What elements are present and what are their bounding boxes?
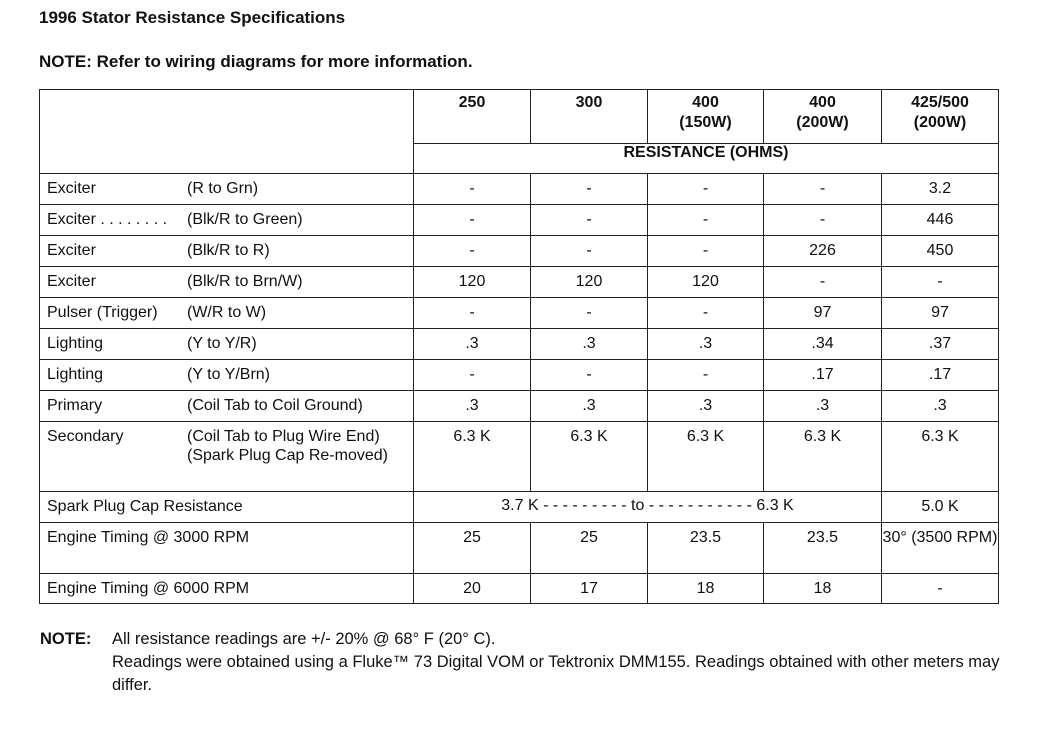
row-label: Spark Plug Cap Resistance [40,492,414,523]
table-cell: - [414,205,531,236]
table-cell: 226 [764,236,882,267]
row-label [40,422,414,492]
table-cell: 97 [764,298,882,329]
table-cell: - [414,360,531,391]
table-cell: 450 [882,236,999,267]
table-cell: 446 [882,205,999,236]
table-cell: 25 [414,523,531,574]
table-cell: - [648,298,764,329]
row-label: Engine Timing @ 6000 RPM [40,574,414,604]
column-header: 250 [414,90,531,144]
table-cell: - [648,360,764,391]
row-label [40,298,414,329]
component-name: Exciter [47,242,96,259]
row-label [40,236,414,267]
table-cell: .17 [882,360,999,391]
table-cell: .3 [764,391,882,422]
note-line: All resistance readings are +/- 20% @ 68° F (20° C). [112,630,496,648]
table-cell: - [531,174,648,205]
table-cell: .3 [648,391,764,422]
component-name: Lighting [47,335,104,352]
component-name: Exciter . . . . . . . . [47,211,168,228]
row-label [40,391,414,422]
table-cell: .34 [764,329,882,360]
note-line: Readings were obtained using a Fluke™ 73 Digital VOM or Tektronix DMM155. Readings obtained with other meters may differ. [112,653,1000,694]
table-cell: 18 [648,574,764,604]
table-cell: 6.3 K [648,422,764,492]
test-condition: (Y to Y/Brn) [187,366,270,383]
timing-row [40,574,999,604]
component-name: Lighting [47,366,104,383]
table-cell: 3.2 [882,174,999,205]
wiring-note: NOTE: Refer to wiring diagrams for more information. [39,52,473,71]
table-cell: 6.3 K [531,422,648,492]
table-cell: 17 [531,574,648,604]
table-cell: - [531,236,648,267]
test-condition: (Y to Y/R) [187,335,257,352]
table-cell: - [648,205,764,236]
table-cell: - [648,174,764,205]
table-cell: 23.5 [764,523,882,574]
table-row [40,391,999,422]
table-cell: 5.0 K [882,492,999,523]
row-label [40,329,414,360]
test-condition: (Blk/R to Brn/W) [187,273,303,290]
table-row [40,298,999,329]
table-cell: .3 [414,391,531,422]
table-cell: - [414,236,531,267]
column-header: 400 (150W) [648,90,764,144]
table-cell: 30° (3500 RPM) [882,523,999,574]
test-condition: (Coil Tab to Coil Ground) [187,397,363,414]
header-blank-cell [40,90,414,174]
component-name: Primary [47,397,103,414]
table-cell: .37 [882,329,999,360]
row-label [40,267,414,298]
row-label [40,360,414,391]
column-header: 425/500 (200W) [882,90,999,144]
table-cell: 6.3 K [882,422,999,492]
table-cell: 20 [414,574,531,604]
timing-row [40,523,999,574]
table-row [40,267,999,298]
note-label: NOTE: [40,630,92,648]
test-condition: (Coil Tab to Plug Wire End) (Spark Plug Cap Re-moved) [187,428,388,464]
column-header: 300 [531,90,648,144]
table-cell: 6.3 K [764,422,882,492]
table-cell: 23.5 [648,523,764,574]
row-label: Engine Timing @ 3000 RPM [40,523,414,574]
component-name: Secondary [47,428,124,445]
table-cell: 6.3 K [414,422,531,492]
table-cell: - [531,298,648,329]
table-cell: - [531,360,648,391]
test-condition: (W/R to W) [187,304,267,321]
table-row [40,422,999,492]
row-label [40,205,414,236]
table-cell: .3 [414,329,531,360]
component-name: Exciter [47,273,96,290]
component-name: Pulser (Trigger) [47,304,158,321]
table-cell: .17 [764,360,882,391]
table-cell: .3 [531,391,648,422]
spark-plug-range: 3.7 K - - - - - - - - - to - - - - - - - - - - - 6.3 K [414,492,882,523]
table-cell: .3 [648,329,764,360]
unit-header: RESISTANCE (OHMS) [414,144,999,174]
table-cell: - [414,298,531,329]
note-body [112,628,1012,697]
table-cell: - [531,205,648,236]
column-header: 400 (200W) [764,90,882,144]
resistance-spec-table [39,89,999,604]
table-row [40,236,999,267]
table-cell: - [764,205,882,236]
row-label [40,174,414,205]
table-cell: 25 [531,523,648,574]
table-cell: .3 [531,329,648,360]
table-row [40,205,999,236]
component-name: Exciter [47,180,96,197]
table-row [40,329,999,360]
table-cell: - [648,236,764,267]
spark-plug-row [40,492,999,523]
table-cell: - [764,267,882,298]
table-cell: - [882,267,999,298]
table-cell: 120 [531,267,648,298]
table-cell: 120 [414,267,531,298]
table-cell: - [764,174,882,205]
table-cell: 120 [648,267,764,298]
test-condition: (Blk/R to Green) [187,211,303,228]
test-condition: (Blk/R to R) [187,242,270,259]
table-cell: - [414,174,531,205]
table-row [40,174,999,205]
table-cell: 18 [764,574,882,604]
column-header-row [40,90,999,144]
readings-note [40,628,1012,697]
page-title: 1996 Stator Resistance Specifications [39,8,346,27]
table-cell: .3 [882,391,999,422]
table-row [40,360,999,391]
table-cell: 97 [882,298,999,329]
table-cell: - [882,574,999,604]
test-condition: (R to Grn) [187,180,259,197]
